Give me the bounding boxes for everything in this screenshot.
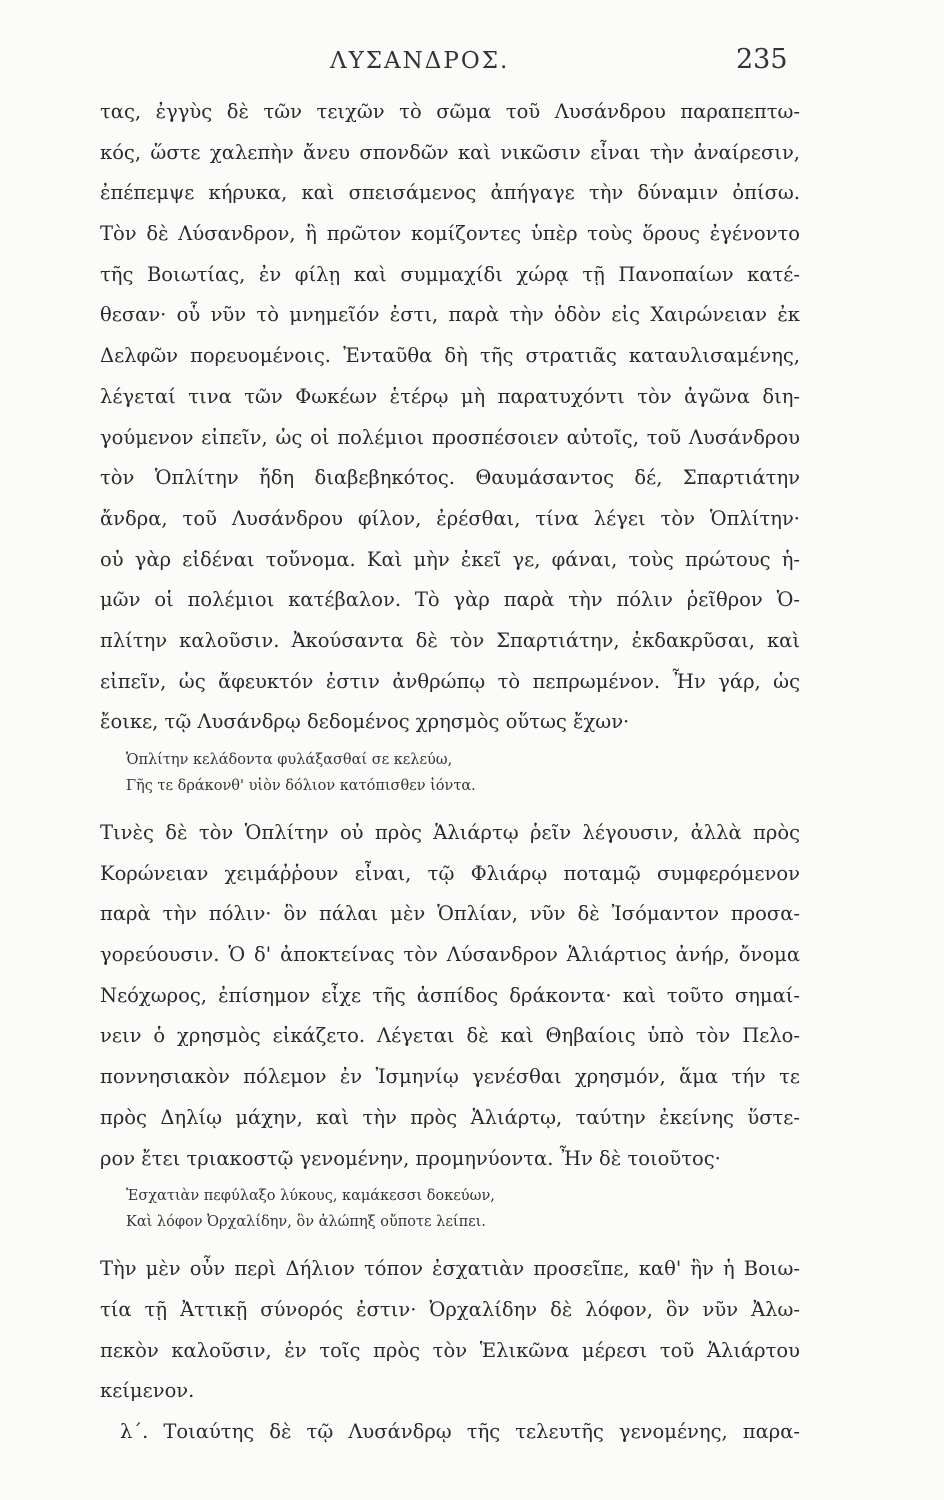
text-line: κείμενον. xyxy=(100,1379,195,1403)
text-line: μῶν οἱ πολέμιοι κατέβαλον. Τὸ γὰρ παρὰ τὴν πόλιν ῥεῖθρον Ὁ- xyxy=(100,588,800,612)
text-line: λέγεταί τινα τῶν Φωκέων ἑτέρῳ μὴ παρατυχόντι τὸν ἀγῶνα διη- xyxy=(100,384,800,408)
oracle-verse: Ὁπλίτην κελάδοντα φυλάξασθαί σε κελεύω, xyxy=(126,752,453,768)
running-title: ΛΥΣΑΝΔΡΟΣ. xyxy=(330,48,510,74)
text-line: ἔοικε, τῷ Λυσάνδρῳ δεδομένος χρησμὸς οὕτως ἔχων· xyxy=(100,710,630,734)
text-line: τὸν Ὁπλίτην ἤδη διαβεβηκότος. Θαυμάσαντος δέ, Σπαρτιάτην xyxy=(100,466,800,490)
main-text xyxy=(100,92,800,1453)
page-header xyxy=(0,44,944,84)
text-line: οὐ γὰρ εἰδέναι τοὔνομα. Καὶ μὴν ἐκεῖ γε, φάναι, τοὺς πρώτους ἡ- xyxy=(100,547,800,571)
oracle-verse: Ἐσχατιὰν πεφύλαξο λύκους, καμάκεσσι δοκεύων, xyxy=(126,1188,495,1205)
text-line: τας, ἐγγὺς δὲ τῶν τειχῶν τὸ σῶμα τοῦ Λυσάνδρου παραπεπτω- xyxy=(100,100,800,123)
text-line: τῆς Βοιωτίας, ἐν φίλῃ καὶ συμμαχίδι χώρᾳ τῇ Πανοπαίων κατέ- xyxy=(100,262,800,286)
text-line: θεσαν· οὗ νῦν τὸ μνημεῖόν ἐστι, παρὰ τὴν ὁδὸν εἰς Χαιρώνειαν ἐκ xyxy=(100,303,800,327)
text-line: νειν ὁ χρησμὸς εἰκάζετο. Λέγεται δὲ καὶ Θηβαίοις ὑπὸ τὸν Πελο- xyxy=(100,1024,800,1048)
text-line: Κορώνειαν χειμάῤῥουν εἶναι, τῷ Φλιάρῳ ποταμῷ συμφερόμενον xyxy=(100,861,800,885)
text-line: ποννησιακὸν πόλεμον ἐν Ἰσμηνίῳ γενέσθαι χρησμόν, ἅμα τήν τε xyxy=(100,1065,800,1089)
text-line: γορεύουσιν. Ὁ δ' ἀποκτείνας τὸν Λύσανδρον Ἁλιάρτιος ἀνήρ, ὄνομα xyxy=(100,943,800,967)
text-line: γούμενον εἰπεῖν, ὡς οἱ πολέμιοι προσπέσοιεν αὐτοῖς, τοῦ Λυσάνδρου xyxy=(100,425,800,449)
oracle-verse: Καὶ λόφον Ὀρχαλίδην, ὃν ἀλώπηξ οὔποτε λείπει. xyxy=(126,1214,486,1231)
text-line: Τινὲς δὲ τὸν Ὁπλίτην οὐ πρὸς Ἁλιάρτῳ ῥεῖν λέγουσιν, ἀλλὰ πρὸς xyxy=(100,821,800,844)
text-line: Τὸν δὲ Λύσανδρον, ἣ πρῶτον κομίζοντες ὑπὲρ τοὺς ὅρους ἐγένοντο xyxy=(100,222,800,246)
text-line: πρὸς Δηλίῳ μάχην, καὶ τὴν πρὸς Ἁλιάρτῳ, ταύτην ἐκείνης ὕστε- xyxy=(100,1105,800,1129)
text-line: πλίτην καλοῦσιν. Ἀκούσαντα δὲ τὸν Σπαρτιάτην, ἐκδακρῦσαι, καὶ xyxy=(100,628,800,652)
text-line: ρον ἔτει τριακοστῷ γενομένην, προμηνύοντα. Ἦν δὲ τοιοῦτος· xyxy=(100,1146,721,1170)
text-line: Δελφῶν πορευομένοις. Ἐνταῦθα δὴ τῆς στρατιᾶς καταυλισαμένης, xyxy=(100,344,800,368)
section-opening-line: λ΄. Τοιαύτης δὲ τῷ Λυσάνδρῳ τῆς τελευτῆς γενομένης, παρα- xyxy=(120,1419,800,1443)
text-line: Τὴν μὲν οὖν περὶ Δήλιον τόπον ἐσχατιὰν προσεῖπε, καθ' ἣν ἡ Βοιω- xyxy=(100,1257,800,1281)
text-line: πεκὸν καλοῦσιν, ἐν τοῖς πρὸς τὸν Ἑλικῶνα μέρεσι τοῦ Ἁλιάρτου xyxy=(100,1338,800,1362)
text-line: εἰπεῖν, ὡς ἄφευκτόν ἐστιν ἀνθρώπῳ τὸ πεπρωμένον. Ἦν γάρ, ὡς xyxy=(100,669,800,693)
text-line: κός, ὥστε χαλεπὴν ἄνευ σπονδῶν καὶ νικῶσιν εἶναι τὴν ἀναίρεσιν, xyxy=(100,140,800,164)
text-line: Νεόχωρος, ἐπίσημον εἶχε τῆς ἀσπίδος δράκοντα· καὶ τοῦτο σημαί- xyxy=(100,983,800,1007)
text-line: ἄνδρα, τοῦ Λυσάνδρου φίλον, ἐρέσθαι, τίνα λέγει τὸν Ὁπλίτην· xyxy=(100,506,800,530)
text-line: παρὰ τὴν πόλιν· ὃν πάλαι μὲν Ὁπλίαν, νῦν δὲ Ἰσόμαντον προσα- xyxy=(100,902,800,926)
text-line: τία τῇ Ἀττικῇ σύνορός ἐστιν· Ὀρχαλίδην δὲ λόφον, ὃν νῦν Ἀλω- xyxy=(100,1297,800,1321)
text-line: ἐπέπεμψε κήρυκα, καὶ σπεισάμενος ἀπήγαγε τὴν δύναμιν ὀπίσω. xyxy=(100,181,800,205)
oracle-verse: Γῆς τε δράκονθ' υἱὸν δόλιον κατόπισθεν ἰόντα. xyxy=(126,778,476,794)
page-number: 235 xyxy=(736,44,788,75)
